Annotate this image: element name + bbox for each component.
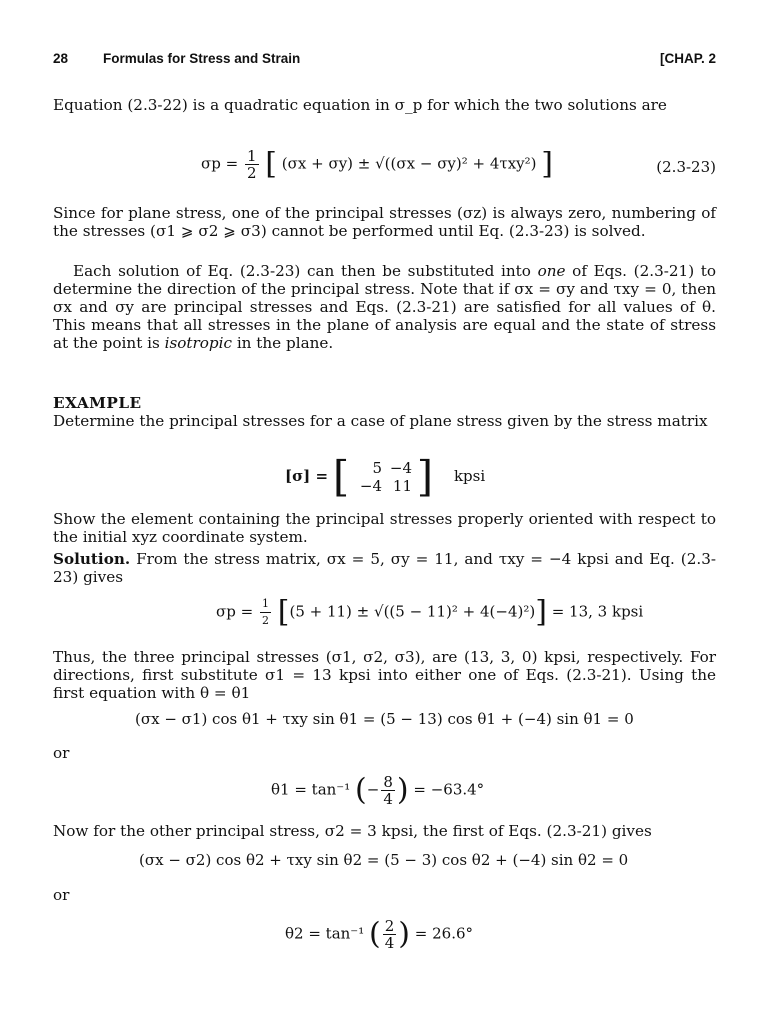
matrix-unit: kpsi [453, 467, 486, 485]
paragraph-intro: Equation (2.3-22) is a quadratic equation in σ_p for which the two solutions are [53, 96, 667, 114]
solution-equation: σp = $\frac{1}{2}$ [(5 + 11) ± √((5 − 11)² + 4(−4)²)] = 13, 3 kpsi [216, 594, 644, 630]
theta2-result: θ2 = tan⁻¹ ( $\frac{2}{4}$ ) = 26.6° [285, 916, 474, 952]
theta1-equation: (σx − σ1) cos θ1 + τxy sin θ1 = (5 − 13) cos θ1 + (−4) sin θ1 = 0 [135, 710, 634, 728]
page-number: 28 [53, 51, 69, 66]
solution-text-2: Thus, the three principal stresses (σ1, σ2, σ3), are (13, 3, 0) kpsi, respectively. For directions, first substitute σ1 = 13 kpsi into either one of Eqs. (2.3-21). Using the first equation with θ = θ1 [53, 648, 716, 702]
solution-intro: Solution. From the stress matrix, σx = 5, σy = 11, and τxy = −4 kpsi and Eq. (2.3-23) gives [53, 550, 717, 586]
stress-matrix: [σ] = [ 5 −4 −4 11 ] kpsi [285, 452, 486, 501]
eq-half-fraction: $\frac{1}{2}$ [246, 147, 257, 182]
matrix-label: [σ] = [285, 467, 329, 485]
or-2: or [53, 886, 70, 904]
theta2-equation: (σx − σ2) cos θ2 + τxy sin θ2 = (5 − 3) cos θ2 + (−4) sin θ2 = 0 [139, 851, 629, 869]
running-header [53, 51, 716, 69]
paragraph-plane-stress: Since for plane stress, one of the principal stresses (σz) is always zero, numbering of the stresses (σ1 ⩾ σ2 ⩾ σ3) cannot be performed until Eq. (2.3-23) is solved. [53, 204, 716, 240]
solution-text-3: Now for the other principal stress, σ2 = 3 kpsi, the first of Eqs. (2.3-21) gives [53, 822, 652, 840]
running-title: Formulas for Stress and Strain [103, 51, 301, 66]
paragraph-substitution: Each solution of Eq. (2.3-23) can then be substituted into one of Eqs. (2.3-21) to determine the direction of the principal stress. Note that if σx = σy and τxy = 0, then σx and σy are principal stresses and Eqs. (2.3-21) are satisfied for all values of θ. This means that all stresses in the plane of analysis are equal and the state of stress at the point is isotropic in the plane. [53, 262, 717, 352]
equation-2-3-23: σp = $\frac{1}{2}$ [ (σx + σy) ± √((σx − σy)² + 4τxy²) ] [201, 146, 554, 182]
theta1-result: θ1 = tan⁻¹ (− $\frac{8}{4}$ ) = −63.4° [271, 772, 485, 808]
chapter-label: [CHAP. 2 [659, 51, 716, 66]
example-statement: Determine the principal stresses for a case of plane stress given by the stress matrix [53, 412, 708, 430]
or-1: or [53, 744, 70, 762]
example-statement-2: Show the element containing the principal stresses properly oriented with respect to the initial xyz coordinate system. [53, 510, 716, 546]
eq-lhs: σp = [201, 154, 239, 173]
matrix-values: 5 −4 −4 11 [359, 459, 412, 495]
equation-number: (2.3-23) [656, 158, 716, 176]
example-heading: EXAMPLE [53, 394, 142, 412]
eq-body: (σx + σy) ± √((σx − σy)² + 4τxy²) [281, 154, 537, 173]
